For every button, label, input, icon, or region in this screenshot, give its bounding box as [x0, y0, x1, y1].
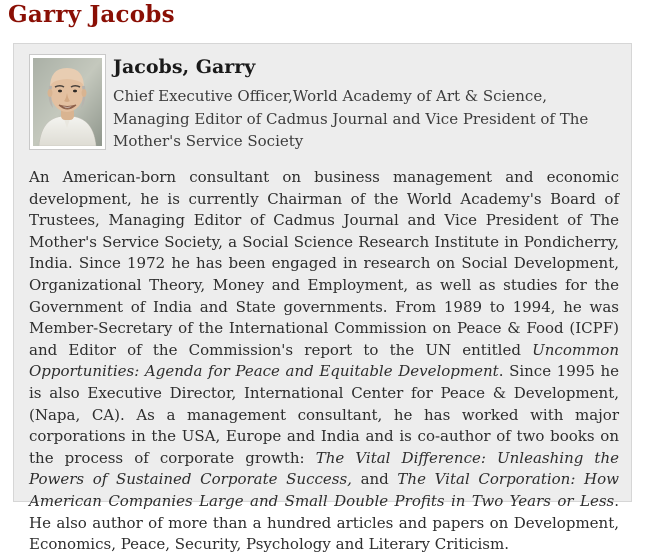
portrait-photo — [33, 58, 102, 146]
profile-card — [13, 43, 632, 554]
portrait-photo-frame — [29, 54, 106, 150]
page-title: Garry Jacobs — [8, 1, 175, 28]
profile-header — [113, 56, 621, 153]
profile-name: Jacobs, Garry — [113, 56, 256, 78]
profile-role: Chief Executive Officer,World Academy of Art & Science, Managing Editor of Cadmus Journal and Vice President of The Mother's Service Society — [113, 87, 589, 150]
bio-text: An American-born consultant on business management and economic development, he is currently Chairman of the World Academy's Board of Trustees, Managing Editor of Cadmus Journal and Vice President of The Mother's Service Society, a Social Science Research Institute in Pondicherry, India. Since 1972 he has been engaged in research on Social Development, Organizational Theory, Money and Employment, as well as studies for the Government of India and State governments. From 1989 to 1994, he was Member-Secretary of the International Commission on Peace & Food (ICPF) and Editor of the Commission's report to the UN entitled Uncommon Opportunities: Agenda for Peace and Equitable Development. Since 1995 he is also Executive Director, International Center for Peace & Development, (Napa, CA). As a management consultant, he has worked with major corporations in the USA, Europe and India and is co-author of two books on the process of corporate growth: The Vital Difference: Unleashing the Powers of Sustained Corporate Success, and The Vital Corporation: How American Companies Large and Small Double Profits in Two Years or Less. He also author of more than a hundred articles and papers on Development, Economics, Peace, Security, Psychology and Literary Criticism. — [29, 168, 620, 554]
